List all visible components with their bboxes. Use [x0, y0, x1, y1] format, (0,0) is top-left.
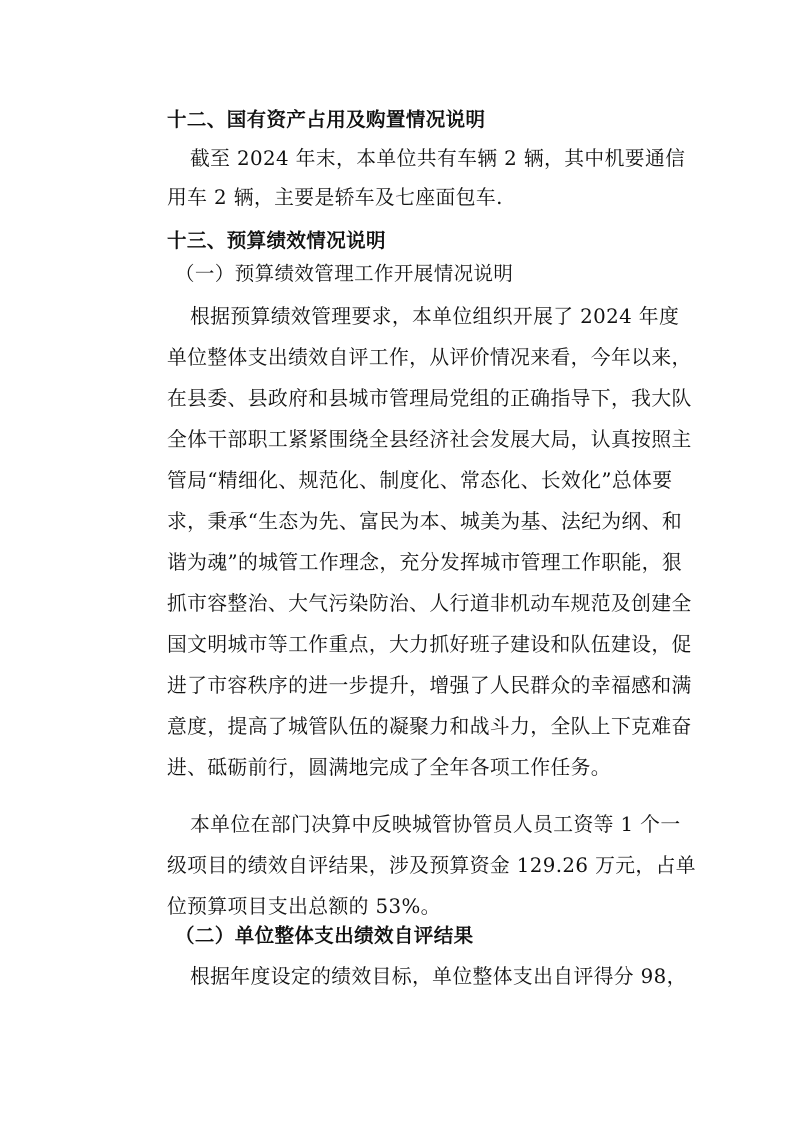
paragraph-line: 本单位在部门决算中反映城管协管员人员工资等 1 个一 [190, 813, 681, 836]
section-12-heading [167, 105, 667, 135]
section-12-heading-text: 十二、国有资产占用及购置情况说明 [167, 108, 486, 131]
paragraph-line: 意度，提高了城管队伍的凝聚力和战斗力，全队上下克难奋 [167, 715, 692, 738]
paragraph-line: 管局“精细化、规范化、制度化、常态化、长效化”总体要 [167, 469, 673, 492]
paragraph-line: 用车 2 辆，主要是轿车及七座面包车. [167, 186, 503, 209]
section-13-heading: 十三、预算绩效情况说明 [167, 229, 386, 252]
paragraph-line: 进了市容秩序的进一步提升，增强了人民群众的幸福感和满 [167, 674, 692, 697]
subsection-2-heading: （二）单位整体支出绩效自评结果 [175, 924, 474, 947]
paragraph-line: 在县委、县政府和县城市管理局党组的正确指导下，我大队 [167, 387, 692, 410]
paragraph-line: 根据预算绩效管理要求，本单位组织开展了 2024 年度 [190, 305, 680, 328]
paragraph-line: 全体干部职工紧紧围绕全县经济社会发展大局，认真按照主 [167, 428, 692, 451]
paragraph-line: 单位整体支出绩效自评工作，从评价情况来看，今年以来， [167, 346, 692, 369]
paragraph-line: 谐为魂”的城管工作理念，充分发挥城市管理工作职能，狠 [167, 551, 683, 574]
paragraph-line: 截至 2024 年末，本单位共有车辆 2 辆，其中机要通信 [190, 147, 686, 170]
paragraph-line: 根据年度设定的绩效目标，单位整体支出自评得分 98， [190, 965, 687, 988]
paragraph-line: 抓市容整治、大气污染防治、人行道非机动车规范及创建全 [167, 592, 692, 615]
paragraph-line: 求，秉承“生态为先、富民为本、城美为基、法纪为纲、和 [167, 510, 683, 533]
paragraph-line: 进、砥砺前行，圆满地完成了全年各项工作任务。 [167, 756, 611, 779]
paragraph-line: 位预算项目支出总额的 53%。 [167, 895, 441, 918]
paragraph-line: 国文明城市等工作重点，大力抓好班子建设和队伍建设，促 [167, 633, 692, 656]
paragraph-line: 级项目的绩效自评结果，涉及预算资金 129.26 万元，占单 [167, 854, 696, 877]
subsection-1-heading: （一）预算绩效管理工作开展情况说明 [175, 262, 514, 285]
